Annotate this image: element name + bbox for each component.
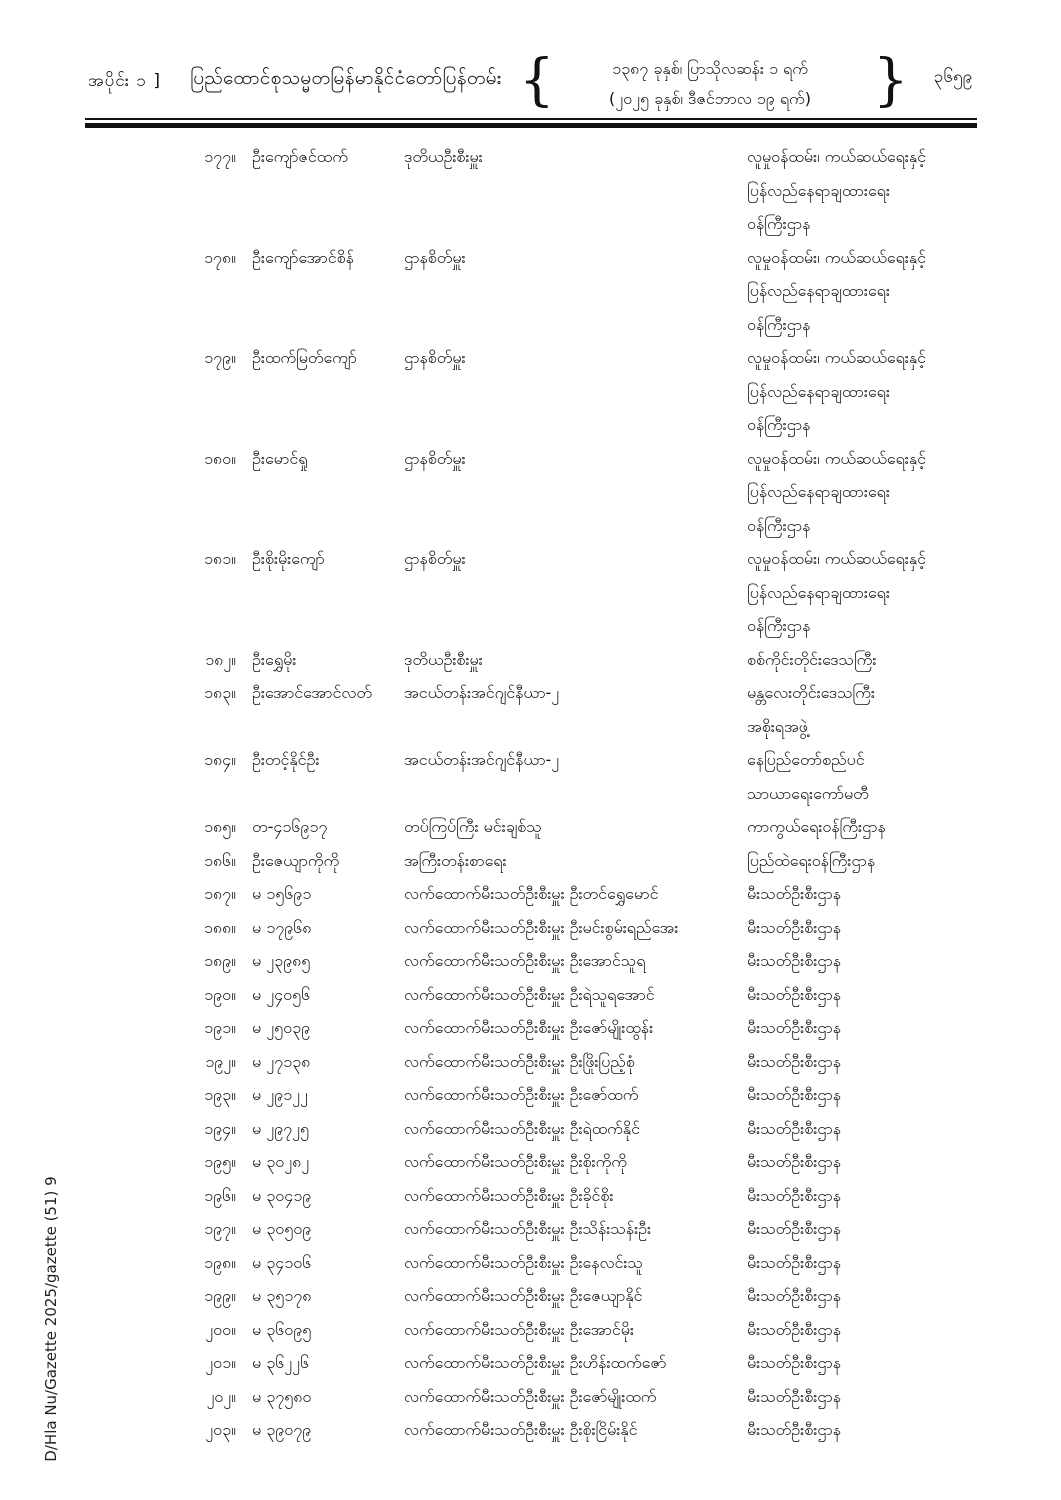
row-name: မ ၂၇၁၃၈ <box>252 1051 311 1071</box>
row-department <box>747 1045 980 1079</box>
row-number: ၁၈၆။ <box>204 850 236 870</box>
page-header <box>85 48 975 114</box>
row-department <box>747 1011 980 1045</box>
issue-date-gregorian: (၂၀၂၅ ခုနှစ်၊ ဒီဇင်ဘာလ ၁၉ ရက်) <box>609 89 811 108</box>
row-number: ၁၈၈။ <box>203 917 236 937</box>
table-row <box>190 743 980 810</box>
row-department <box>747 1413 980 1447</box>
row-position: လက်ထောက်မီးသတ်ဦးစီးမှူး ဦးစိုးကိုကို <box>404 1152 627 1171</box>
department-line: လူမှုဝန်ထမ်း၊ ကယ်ဆယ်ရေးနှင့် <box>747 549 926 568</box>
row-position: အကြီးတန်းစာရေး <box>404 850 507 870</box>
row-number: ၁၉၀။ <box>204 984 236 1004</box>
row-number: ၁၉၆။ <box>204 1185 236 1205</box>
row-number: ၁၉၄။ <box>204 1118 236 1138</box>
table-row <box>190 241 980 342</box>
row-position: ဌာနစိတ်မှူး <box>404 448 466 468</box>
header-divider <box>85 118 977 128</box>
divider-thin-line <box>85 118 977 120</box>
row-number: ၁၉၈။ <box>204 1252 236 1272</box>
row-number: ၁၉၃။ <box>204 1085 236 1104</box>
row-name: မ ၁၇၉၆၈ <box>252 917 312 937</box>
department-line: မီးသတ်ဦးစီးဌာန <box>747 1018 841 1037</box>
row-number: ၁၇၇။ <box>204 147 236 166</box>
row-name: ဦးတင့်နိုင်ဦး <box>252 750 320 769</box>
row-department <box>747 542 980 643</box>
row-number: ၁၇၈။ <box>204 247 236 267</box>
table-row <box>190 1313 980 1347</box>
row-position: လက်ထောက်မီးသတ်ဦးစီးမှူး ဦးရဲသူရအောင် <box>404 984 655 1004</box>
department-line: မီးသတ်ဦးစီးဌာန <box>747 884 841 903</box>
table-row <box>190 810 980 844</box>
department-line: သာယာရေးကော်မတီ <box>747 783 869 803</box>
row-department <box>747 978 980 1012</box>
row-number: ၁၈၄။ <box>204 750 236 769</box>
department-line: မီးသတ်ဦးစီးဌာန <box>747 917 841 937</box>
row-position: လက်ထောက်မီးသတ်ဦးစီးမှူး ဦးနေလင်းသူ <box>404 1252 643 1272</box>
row-department <box>747 1179 980 1213</box>
department-line: မီးသတ်ဦးစီးဌာန <box>747 1286 841 1305</box>
row-department <box>747 1112 980 1146</box>
department-line: လူမှုဝန်ထမ်း၊ ကယ်ဆယ်ရေးနှင့် <box>747 348 926 367</box>
row-name: ဦးဇေယျာကိုကို <box>252 850 340 870</box>
row-position: လက်ထောက်မီးသတ်ဦးစီးမှူး ဦးခိုင်စိုး <box>404 1185 614 1205</box>
department-line: ပြန်လည်နေရာချထားရေး <box>747 180 890 200</box>
row-name: တ-၄၁၆၉၁၇ <box>252 817 328 836</box>
row-department <box>747 1279 980 1313</box>
table-row <box>190 911 980 945</box>
row-number: ၁၈၁။ <box>204 549 236 568</box>
row-name: ဦးအောင်အောင်လတ် <box>252 683 372 702</box>
row-department <box>747 911 980 945</box>
department-line: ဝန်ကြီးဌာန <box>747 214 811 233</box>
row-position: လက်ထောက်မီးသတ်ဦးစီးမှူး ဦးမင်းစွမ်းရည်အေး <box>404 917 679 937</box>
row-number: ၁၈၂။ <box>205 649 236 669</box>
table-row <box>190 1078 980 1112</box>
department-line: စစ်ကိုင်းတိုင်းဒေသကြီး <box>747 649 877 669</box>
table-row <box>190 1346 980 1380</box>
divider-thick-line <box>85 123 977 128</box>
row-position: ဌာနစိတ်မှူး <box>404 247 466 267</box>
department-line: လူမှုဝန်ထမ်း၊ ကယ်ဆယ်ရေးနှင့် <box>747 448 926 468</box>
row-number: ၁၈၃။ <box>204 683 236 702</box>
department-line: မန္တလေးတိုင်းဒေသကြီး <box>747 683 875 702</box>
table-row <box>190 1380 980 1414</box>
table-row <box>190 676 980 743</box>
row-number: ၁၈၀။ <box>204 448 236 468</box>
table-row <box>190 542 980 643</box>
row-department <box>747 1078 980 1112</box>
row-position: လက်ထောက်မီးသတ်ဦးစီးမှူး ဦးရဲထက်နိုင် <box>404 1118 640 1138</box>
row-name: မ ၃၆၀၉၅ <box>252 1319 312 1339</box>
row-department <box>747 1212 980 1246</box>
row-number: ၁၈၉။ <box>204 951 236 970</box>
table-row <box>190 442 980 543</box>
department-line: ဝန်ကြီးဌာန <box>747 616 811 635</box>
left-brace-glyph: { <box>519 48 555 113</box>
part-label: အပိုင်း ၁ ] <box>88 71 162 91</box>
department-line: ဝန်ကြီးဌာန <box>747 415 811 434</box>
row-department <box>747 944 980 978</box>
department-line: မီးသတ်ဦးစီးဌာန <box>747 1185 841 1205</box>
row-department <box>747 643 980 677</box>
table-row <box>190 643 980 677</box>
page-title: ပြည်ထောင်စုသမ္မတမြန်မာနိုင်ငံတော်ပြန်တမ်း <box>190 67 502 89</box>
row-department <box>747 810 980 844</box>
department-line: မီးသတ်ဦးစီးဌာန <box>747 1252 841 1272</box>
department-line: ပြန်လည်နေရာချထားရေး <box>747 381 890 401</box>
department-line: ဝန်ကြီးဌာန <box>747 314 811 334</box>
row-department <box>747 442 980 543</box>
table-row <box>190 978 980 1012</box>
table-row <box>190 844 980 878</box>
row-name: မ ၃၀၅၀၉ <box>252 1219 312 1238</box>
row-name: ဦးရွှေမိုး <box>252 649 297 669</box>
row-name: မ ၃၅၁၇၈ <box>252 1286 312 1305</box>
row-number: ၁၉၇။ <box>204 1219 236 1238</box>
department-line: အစိုးရအဖွဲ့ <box>747 716 808 736</box>
department-line: ပြန်လည်နေရာချထားရေး <box>747 582 890 602</box>
department-line: မီးသတ်ဦးစီးဌာန <box>747 1386 841 1406</box>
department-line: ပြန်လည်နေရာချထားရေး <box>747 281 890 300</box>
row-position: အငယ်တန်းအင်ဂျင်နီယာ-၂ <box>404 683 560 702</box>
row-name: မ ၃၉၀၇၉ <box>252 1420 312 1439</box>
table-row <box>190 1145 980 1179</box>
row-number: ၁၉၅။ <box>204 1152 236 1171</box>
department-line: ပြန်လည်နေရာချထားရေး <box>747 482 890 501</box>
row-name: မ ၂၃၉၈၅ <box>252 951 311 970</box>
row-position: လက်ထောက်မီးသတ်ဦးစီးမှူး ဦးသိန်းသန်းဦး <box>404 1219 652 1238</box>
department-line: မီးသတ်ဦးစီးဌာန <box>747 1118 841 1138</box>
row-department <box>747 877 980 911</box>
department-line: မီးသတ်ဦးစီးဌာန <box>747 984 841 1004</box>
department-line: မီးသတ်ဦးစီးဌာန <box>747 1420 841 1439</box>
table-row <box>190 944 980 978</box>
department-line: လူမှုဝန်ထမ်း၊ ကယ်ဆယ်ရေးနှင့် <box>747 247 926 267</box>
department-line: ပြည်ထဲရေးဝန်ကြီးဌာန <box>747 850 876 870</box>
row-position: ဒုတိယဦးစီးမှူး <box>404 147 483 166</box>
department-line: မီးသတ်ဦးစီးဌာန <box>747 1319 841 1339</box>
row-name: ဦးစိုးမိုးကျော် <box>252 549 325 568</box>
row-name: မ ၂၉၁၂၂ <box>252 1085 308 1104</box>
table-row <box>190 1279 980 1313</box>
department-line: ဝန်ကြီးဌာန <box>747 515 811 535</box>
row-number: ၁၈၇။ <box>204 884 236 903</box>
row-position: တပ်ကြပ်ကြီး မင်းချစ်သူ <box>404 817 542 836</box>
table-row <box>190 1179 980 1213</box>
row-department <box>747 1145 980 1179</box>
issue-date-block <box>555 54 865 114</box>
row-department <box>747 743 980 810</box>
row-name: မ ၃၄၁၀၆ <box>252 1252 312 1272</box>
department-line: နေပြည်တော်စည်ပင် <box>747 750 865 769</box>
department-line: မီးသတ်ဦးစီးဌာန <box>747 1219 841 1238</box>
row-position: ဌာနစိတ်မှူး <box>404 549 466 568</box>
table-row <box>190 1011 980 1045</box>
row-position: လက်ထောက်မီးသတ်ဦးစီးမှူး ဦးဟိန်းထက်ဇော် <box>404 1353 667 1372</box>
row-number: ၁၉၁။ <box>204 1018 236 1037</box>
row-name: မ ၁၅၆၉၁ <box>252 884 312 903</box>
row-number: ၂၀၁။ <box>205 1353 236 1372</box>
row-name: မ ၃၀၂၈၂ <box>252 1152 310 1171</box>
department-line: မီးသတ်ဦးစီးဌာန <box>747 951 841 970</box>
row-position: လက်ထောက်မီးသတ်ဦးစီးမှူး ဦးအောင်သူရ <box>404 951 646 970</box>
row-department <box>747 844 980 878</box>
row-position: လက်ထောက်မီးသတ်ဦးစီးမှူး ဦးစိုးငြိမ်းနိုင် <box>404 1420 638 1439</box>
sidebar-reference: D/Hla Nu/Gazette 2025/gazette (51) 9 <box>42 1176 60 1462</box>
personnel-listing <box>190 140 980 1447</box>
department-line: မီးသတ်ဦးစီးဌာန <box>747 1051 841 1071</box>
row-name: ဦးကျော်ဇင်ထက် <box>252 147 348 166</box>
row-name: ဦးကျော်အောင်စိန် <box>252 247 354 267</box>
row-number: ၁၉၉။ <box>204 1286 236 1305</box>
table-row <box>190 1413 980 1447</box>
row-position: လက်ထောက်မီးသတ်ဦးစီးမှူး ဦးဇော်မျိုးထွန်း <box>404 1018 654 1037</box>
table-row <box>190 1112 980 1146</box>
row-department <box>747 676 980 743</box>
row-position: လက်ထောက်မီးသတ်ဦးစီးမှူး ဦးဖြိုးပြည့်စုံ <box>404 1051 635 1071</box>
row-position: လက်ထောက်မီးသတ်ဦးစီးမှူး ဦးဇေယျာနိုင် <box>404 1286 643 1305</box>
row-name: မ ၂၄၀၅၆ <box>252 984 311 1004</box>
department-line: မီးသတ်ဦးစီးဌာန <box>747 1152 841 1171</box>
row-department <box>747 341 980 442</box>
row-name: ဦးထက်မြတ်ကျော် <box>252 348 357 367</box>
row-number: ၁၈၅။ <box>204 817 236 836</box>
row-name: မ ၃၇၅၈၀ <box>252 1386 312 1406</box>
table-row <box>190 341 980 442</box>
row-position: လက်ထောက်မီးသတ်ဦးစီးမှူး ဦးဇော်ထက် <box>404 1085 639 1104</box>
department-line: မီးသတ်ဦးစီးဌာန <box>747 1353 841 1372</box>
row-name: ဦးမောင်ရှု <box>252 448 308 468</box>
department-line: ကာကွယ်ရေးဝန်ကြီးဌာန <box>747 817 886 836</box>
row-department <box>747 140 980 241</box>
table-row <box>190 877 980 911</box>
page-number: ၃၆၅၉ <box>933 67 973 87</box>
table-row <box>190 1045 980 1079</box>
row-position: လက်ထောက်မီးသတ်ဦးစီးမှူး ဦးအောင်မိုး <box>404 1319 634 1339</box>
department-line: မီးသတ်ဦးစီးဌာန <box>747 1085 841 1104</box>
row-position: အငယ်တန်းအင်ဂျင်နီယာ-၂ <box>404 750 560 769</box>
row-position: လက်ထောက်မီးသတ်ဦးစီးမှူး ဦးတင်ရွှေမောင် <box>404 884 659 903</box>
row-number: ၁၉၂။ <box>205 1051 236 1071</box>
row-position: ဌာနစိတ်မှူး <box>404 348 466 367</box>
row-name: မ ၃၀၄၁၉ <box>252 1185 312 1205</box>
department-line: လူမှုဝန်ထမ်း၊ ကယ်ဆယ်ရေးနှင့် <box>747 147 926 166</box>
row-department <box>747 1313 980 1347</box>
row-number: ၂၀၃။ <box>205 1420 236 1439</box>
issue-date-myanmar-era: ၁၃၈၇ ခုနှစ်၊ ပြာသိုလဆန်း ၁ ရက် <box>612 59 808 78</box>
table-row <box>190 1246 980 1280</box>
row-department <box>747 1346 980 1380</box>
row-department <box>747 1246 980 1280</box>
row-name: မ ၃၆၂၂၆ <box>252 1353 309 1372</box>
table-row <box>190 1212 980 1246</box>
row-name: မ ၂၉၇၂၅ <box>252 1118 309 1138</box>
row-name: မ ၂၅၀၃၉ <box>252 1018 311 1037</box>
row-number: ၂၀၀။ <box>205 1319 236 1339</box>
row-number: ၂၀၂။ <box>206 1386 236 1406</box>
row-department <box>747 1380 980 1414</box>
row-number: ၁၇၉။ <box>204 348 236 367</box>
row-position: လက်ထောက်မီးသတ်ဦးစီးမှူး ဦးဇော်မျိုးထက် <box>404 1386 657 1406</box>
row-position: ဒုတိယဦးစီးမှူး <box>404 649 483 669</box>
right-brace-glyph: } <box>873 48 909 113</box>
row-department <box>747 241 980 342</box>
table-row <box>190 140 980 241</box>
